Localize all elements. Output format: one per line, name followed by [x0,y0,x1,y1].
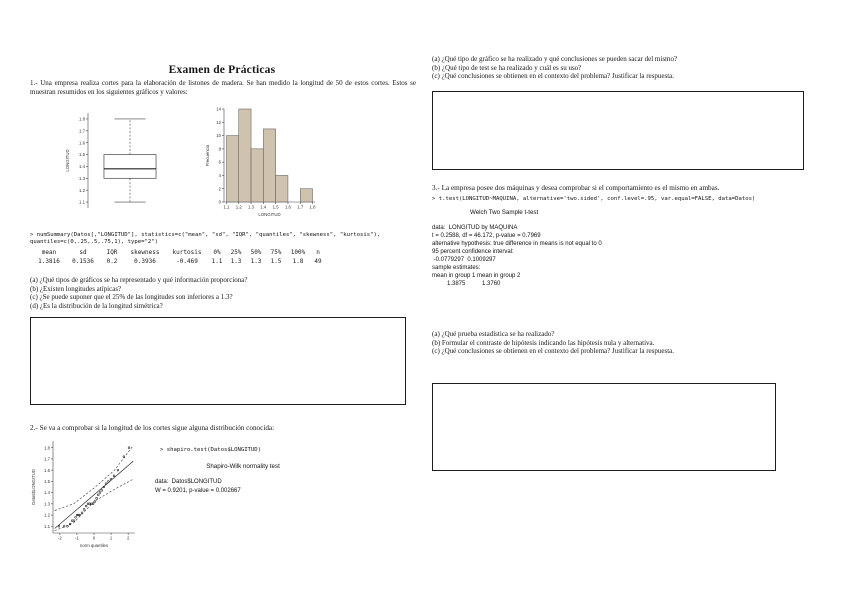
summary-col-header: sd [79,249,87,256]
histogram-chart [202,104,320,218]
summary-value: 1.3 [250,257,262,265]
ex2-heading: 2.- Se va a comprobar si la longitud de los cortes sigue alguna distribución conocida: [30,424,275,432]
svg-text:2: 2 [126,535,130,541]
ex1-intro: 1.- Una empresa realiza cortes para la elaboración de listones de madera. Se han medido la longitud de 50 de estos cortes. Estos se muestran resumidos en los siguientes gráficos y valores: [30,79,416,96]
svg-text:1.2: 1.2 [235,204,242,210]
svg-text:1.7: 1.7 [44,456,50,462]
svg-text:4: 4 [218,173,221,179]
summary-value: 49 [314,257,322,265]
svg-text:1: 1 [109,535,113,541]
ex3-question-b: (b) Formular el contraste de hipótesis indicando las hipótesis nula y alternativa. [432,338,655,347]
r-code-numsummary [30,232,430,246]
svg-text:2: 2 [218,186,221,192]
ex2-question-b: (b) ¿Qué tipo de test se ha realizado y cuál es su uso? [432,63,582,72]
svg-text:1.1: 1.1 [79,199,85,205]
ex1-question-a: (a) ¿Qué tipos de gráficos se ha representado y qué información proporciona? [30,276,248,284]
summary-value: -0.469 [176,257,198,265]
ex3-questions [432,330,810,356]
answer-box-3 [432,383,776,471]
ex2-questions [432,55,810,81]
svg-text:1.2: 1.2 [79,187,85,193]
ttest-output-line: -0.0779297 0.1009297 [432,257,496,263]
summary-value: 0.3936 [134,257,156,265]
svg-text:1.6: 1.6 [284,204,291,210]
svg-text:8: 8 [218,146,221,152]
svg-text:Frecuencia: Frecuencia [205,144,210,167]
svg-text:1.3: 1.3 [248,204,255,210]
summary-col-header: 25% [230,249,242,256]
svg-text:Datos$LONGITUD: Datos$LONGITUD [31,469,36,505]
ttest-output [432,224,602,288]
svg-text:1.5: 1.5 [44,478,50,484]
svg-text:norm quantiles: norm quantiles [79,543,109,548]
summary-value: 0.1536 [72,257,94,265]
ex3-heading: 3.- La empresa posee dos máquinas y desea comprobar si el comportamiento es el mismo en ambas. [432,184,720,192]
ex2-question-c: (c) ¿Qué conclusiones se obtienen en el contexto del problema? Justificar la respuesta. [432,72,674,81]
summary-table-header-row [32,249,326,258]
r-code-numsummary-line1: > numSummary(Datos[,"LONGITUD"], statistics=c("mean", "sd", "IQR", "quantiles", "skewness", "kurtosis"), [30,232,381,238]
svg-text:1.6: 1.6 [44,467,50,473]
ex1-question-b: (b) ¿Existen longitudes atípicas? [30,284,122,293]
svg-text:-2: -2 [57,535,62,541]
summary-col-header: skewness [130,249,160,256]
ttest-title: Welch Two Sample t-test [470,209,539,216]
summary-value: 1.3 [230,257,242,265]
r-code-numsummary-line2: quantiles=c(0,.25,.5,.75,1), type="2") [30,239,158,245]
svg-text:1.4: 1.4 [44,490,50,496]
svg-text:LONGITUD: LONGITUD [258,212,281,217]
svg-text:LONGITUD: LONGITUD [65,149,70,172]
summary-col-header: IQR [106,249,118,256]
ttest-output-line: t = 0.2588, df = 46.172, p-value = 0.7969 [432,233,541,239]
svg-text:1.6: 1.6 [79,140,85,146]
page-title: Examen de Prácticas [168,64,276,76]
ex1-questions [30,276,416,310]
shapiro-result-line: W = 0.9201, p-value = 0.002667 [155,488,241,494]
svg-text:0: 0 [218,199,221,205]
summary-col-header: 50% [250,249,262,256]
summary-col-header: 0% [213,249,221,256]
svg-text:1.5: 1.5 [79,152,85,158]
svg-text:1.1: 1.1 [223,204,230,210]
ex2-question-a: (a) ¿Qué tipo de gráfico se ha realizado y qué conclusiones se pueden sacar del mismo? [432,55,678,63]
boxplot-chart [62,108,180,216]
svg-text:1.7: 1.7 [79,128,85,134]
summary-table-value-row [32,258,326,267]
svg-text:1.4: 1.4 [260,204,267,210]
svg-text:1.1: 1.1 [44,523,50,529]
summary-col-header: mean [41,249,57,256]
svg-text:1.3: 1.3 [44,501,50,507]
ttest-output-line: alternative hypothesis: true difference in means is not equal to 0 [432,241,602,247]
r-code-ttest: > t.test(LONGITUD~MAQUINA, alternative='two.sided', conf.level=.95, var.equal=FALSE, data=Datos) [432,196,756,202]
summary-col-header: kurtosis [172,249,202,256]
ex1-question-d: (d) ¿Es la distribución de la longitud simétrica? [30,301,163,310]
svg-text:1.7: 1.7 [297,204,304,210]
summary-value: 1.1 [211,257,223,265]
svg-text:-1: -1 [75,535,79,541]
ttest-output-line: 1.3875 1.3760 [432,281,501,287]
ttest-output-line: 95 percent confidence interval: [432,249,514,255]
svg-text:10: 10 [216,133,221,139]
ex1-question-c: (c) ¿Se puede suponer que el 25% de las longitudes son inferiores a 1.3? [30,293,233,302]
summary-value: 1.8 [292,257,304,265]
ttest-output-line: sample estimates: [432,265,481,271]
svg-text:12: 12 [216,119,221,125]
svg-text:1.8: 1.8 [44,445,50,451]
svg-text:1.2: 1.2 [44,512,50,518]
summary-table [32,249,326,266]
summary-value: 0.2 [106,257,118,265]
ex3-question-c: (c) ¿Qué conclusiones se obtienen en el contexto del problema? Justificar la respuesta. [432,347,674,356]
summary-value: 1.3816 [38,257,60,265]
answer-box-2 [432,91,804,170]
svg-text:1.3: 1.3 [79,175,85,181]
ex3-question-a: (a) ¿Qué prueba estadística se ha realizado? [432,330,555,338]
svg-text:1.8: 1.8 [309,204,316,210]
answer-box-1 [30,317,406,405]
summary-col-header: 75% [270,249,282,256]
shapiro-test-title: Shapiro-Wilk normality test [206,463,280,470]
summary-col-header: 100% [290,249,306,256]
svg-text:6: 6 [218,159,221,165]
qq-plot-chart [28,437,140,549]
summary-col-header: n [316,249,320,256]
r-code-shapiro: > shapiro.test(Datos$LONGITUD) [160,447,262,453]
svg-text:1.8: 1.8 [79,116,85,122]
svg-text:0: 0 [92,535,96,541]
ttest-output-line: mean in group 1 mean in group 2 [432,273,521,279]
svg-text:14: 14 [216,106,221,112]
summary-value: 1.5 [270,257,282,265]
ttest-output-line: data: LONGITUD by MAQUINA [432,225,518,231]
svg-text:1.5: 1.5 [272,204,279,210]
svg-text:1.4: 1.4 [79,164,85,170]
shapiro-data-line: data: Datos$LONGITUD [155,479,222,485]
